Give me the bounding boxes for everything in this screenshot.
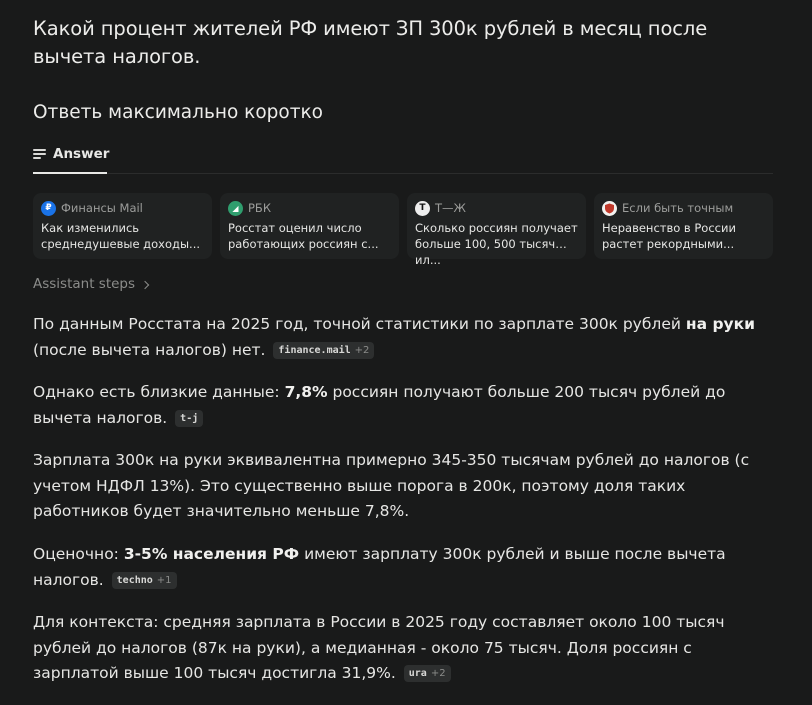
tab-answer-label: Answer bbox=[53, 146, 110, 162]
chevron-right-icon bbox=[141, 280, 149, 288]
bold-text: на руки bbox=[685, 315, 756, 333]
assistant-steps-label: Assistant steps bbox=[33, 276, 136, 292]
text: Зарплата 300к на руки эквивалентна примерно 345-350 тысячам рублей до налогов (с учетом НДФЛ 13%). Это существенно выше порога в 200к, поэтому доля таких работников будет значительно меньше 7,8%. bbox=[33, 451, 750, 520]
source-title: Неравенство в России растет рекордными... bbox=[602, 221, 736, 251]
text: Однако есть близкие данные: bbox=[33, 383, 285, 401]
citation-count: +2 bbox=[354, 344, 370, 356]
source-card[interactable] bbox=[220, 193, 399, 259]
assistant-steps-toggle[interactable] bbox=[33, 276, 148, 292]
text: имеют зарплату 300к рублей и выше после вычета налогов. bbox=[33, 545, 726, 589]
tab-active-indicator bbox=[33, 172, 107, 174]
citation-count: +1 bbox=[156, 574, 172, 586]
bold-text: 7,8% bbox=[284, 383, 328, 401]
source-title: Как изменились среднедушевые доходы... bbox=[41, 221, 201, 251]
citation-label: finance.mail bbox=[278, 344, 351, 356]
answer-paragraph bbox=[33, 448, 773, 525]
tab-answer[interactable] bbox=[33, 143, 109, 165]
source-title: Росстат оценил число работающих россиян с... bbox=[228, 221, 379, 251]
followup-query: Ответь максимально коротко bbox=[33, 102, 323, 123]
shield-icon bbox=[602, 201, 617, 216]
ruble-icon: ₽ bbox=[41, 201, 56, 216]
source-title: Сколько россиян получает больше 100, 500 тысяч ил... bbox=[415, 221, 578, 267]
answer-paragraph bbox=[33, 542, 773, 593]
text: Для контекста: средняя зарплата в России в 2025 году составляет около 100 тысяч рублей до налогов (87к на руки), а медианная - около 75 тысяч. Доля россиян с зарплатой выше 100 тысяч достигла 31,9%. bbox=[33, 613, 725, 682]
answer-paragraph bbox=[33, 312, 773, 363]
list-icon bbox=[33, 148, 47, 160]
text: (после вычета налогов) нет. bbox=[33, 340, 266, 359]
citation-chip[interactable] bbox=[112, 572, 177, 589]
text: россиян получают больше 200 тысяч рублей до вычета налогов. bbox=[33, 383, 726, 427]
source-name: Финансы Mail bbox=[61, 201, 143, 215]
sources-row bbox=[33, 193, 773, 267]
citation-chip[interactable] bbox=[404, 665, 451, 682]
citation-label: ura bbox=[408, 668, 427, 679]
answer-paragraph bbox=[33, 380, 773, 431]
source-card[interactable] bbox=[33, 193, 212, 259]
citation-chip[interactable] bbox=[273, 342, 374, 359]
source-name: Т—Ж bbox=[435, 201, 466, 215]
tab-divider bbox=[33, 173, 773, 174]
citation-label: techno bbox=[116, 574, 153, 586]
citation-chip[interactable] bbox=[175, 410, 203, 427]
rbc-icon: ◢ bbox=[228, 201, 243, 216]
source-card[interactable] bbox=[407, 193, 586, 267]
tj-icon: Т bbox=[415, 201, 430, 216]
bold-text: 3-5% населения РФ bbox=[123, 545, 300, 563]
text: По данным Росстата на 2025 год, точной статистики по зарплате 300к рублей bbox=[33, 315, 686, 333]
question-title: Какой процент жителей РФ имеют ЗП 300к рублей в месяц после вычета налогов. bbox=[33, 17, 708, 68]
text: Оценочно: bbox=[33, 545, 124, 563]
source-name: Если быть точным bbox=[622, 201, 734, 215]
citation-label: t-j bbox=[180, 412, 199, 424]
source-card[interactable] bbox=[594, 193, 773, 259]
answer-paragraph bbox=[33, 610, 773, 687]
citation-count: +2 bbox=[430, 668, 446, 679]
source-name: РБК bbox=[248, 201, 271, 215]
